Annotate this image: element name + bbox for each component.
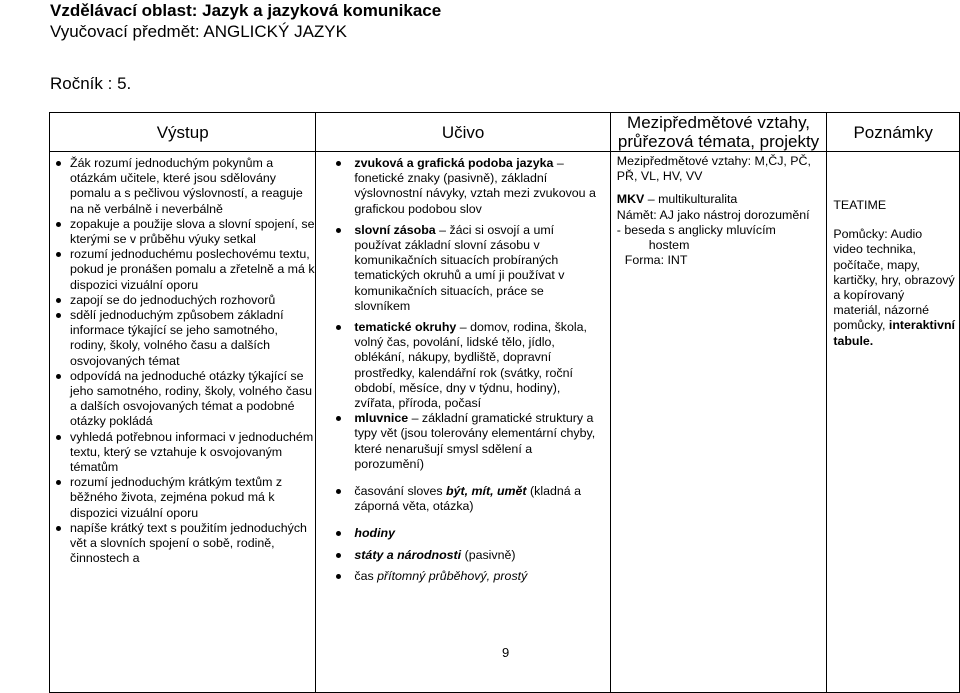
- activity-line-cont: hostem: [648, 238, 690, 253]
- topic-states: státy a národnosti: [354, 547, 462, 562]
- topic-themes-text: – domov, rodina, škola, volný čas, povolání, lidské tělo, jídlo, oblékání, nákupy, bydliště, dopravní prostředky, kalendářní rok (svátky, roční období, měsíce, dny v týdnu, hodiny), zvířata, příroda, počasí: [354, 320, 587, 411]
- topic-verbs: časování sloves: [354, 484, 447, 499]
- vystup-cell: [50, 152, 316, 693]
- mkv-label: MKV: [616, 192, 645, 207]
- topic-vocabulary: slovní zásoba: [354, 222, 436, 237]
- aids-list: Pomůcky: Audio video technika, počítače, mapy, kartičky, hry, obrazový a kopírovaný materiál, názorné pomůcky,: [833, 227, 955, 333]
- list-item: sdělí jednoduchým způsobem základní informace týkající se jeho samotného, rodiny, školy, volného času a dalších osvojovaných témat: [50, 308, 315, 369]
- list-item: [316, 156, 609, 217]
- list-item: [316, 320, 609, 411]
- list-item: zapojí se do jednoduchých rozhovorů: [50, 293, 315, 308]
- poznamky-cell: [827, 152, 960, 693]
- cross-curricular-relations: Mezipředmětové vztahy: M,ČJ, PČ, PŘ, VL, HV, VV: [616, 154, 811, 184]
- header-poznamky: Poznámky: [827, 113, 960, 152]
- table-header-row: [50, 113, 960, 152]
- mkv-line: [617, 192, 821, 207]
- teatime-label: TEATIME: [833, 198, 887, 212]
- aids-text: [833, 227, 955, 349]
- curriculum-list: [316, 152, 609, 584]
- topic-verbs-emph: být, mít, umět: [446, 484, 527, 499]
- topic-tense-emph: přítomný průběhový, prostý: [377, 568, 528, 583]
- list-item: rozumí jednoduchým krátkým textům z běžného života, zejména pokud má k dispozici vizuální oporu: [50, 475, 315, 521]
- notes-block: [827, 152, 959, 349]
- topic-grammar-text: – základní gramatické struktury a typy vět (jsou tolerovány elementární chyby, které nenarušují smysl sdělení a porozumění): [354, 411, 596, 471]
- list-item: [316, 484, 609, 514]
- topic-themes: tematické okruhy: [354, 320, 457, 335]
- page-number: 9: [502, 645, 510, 660]
- list-item: odpovídá na jednoduché otázky týkající se jeho samotného, rodiny, školy, volného času a dalších osvojovaných témat a podobné otázky pokládá: [50, 369, 315, 430]
- activity-line: - beseda s anglicky mluvícím: [616, 222, 776, 237]
- form-line: Forma: INT: [624, 253, 688, 268]
- education-area-title: Vzdělávací oblast: Jazyk a jazyková komunikace: [50, 1, 442, 20]
- topic-vocabulary-text: – žáci si osvojí a umí používat základní slovní zásobu v komunikačních situacích probíraných tematických okruhů a umí ji používat v komunikačních situacích, práce se slovníkem: [354, 222, 565, 313]
- outcome-list: [50, 152, 315, 566]
- cross-curricular-block: [611, 152, 827, 268]
- list-item: vyhledá potřebnou informaci v jednoduchém textu, který se vztahuje k osvojovaným tématům: [50, 430, 315, 476]
- header-mezipredmetove: [610, 113, 827, 152]
- mezipredmetove-cell: [610, 152, 827, 693]
- list-item: Žák rozumí jednoduchým pokynům a otázkám učitele, které jsou sdělovány pomalu a s pečlivou výslovností, a reaguje na ně verbálně i neverbálně: [50, 156, 315, 217]
- curriculum-table: [49, 112, 960, 693]
- list-item: [316, 526, 609, 541]
- list-item: napíše krátký text s použitím jednoduchých vět a slovních spojení o sobě, rodině, činnostech a: [50, 521, 315, 567]
- list-item: [316, 548, 609, 563]
- ucivo-cell: [316, 152, 610, 693]
- topic-hours: hodiny: [354, 526, 396, 541]
- header-ucivo: Učivo: [316, 113, 610, 152]
- list-item: [316, 223, 609, 314]
- aids-bold: interaktivní tabule.: [833, 318, 955, 348]
- topic-line: Námět: AJ jako nástroj dorozumění: [616, 207, 810, 222]
- topic-verbs-rest: (kladná a záporná věta, otázka): [354, 484, 581, 514]
- list-item: [316, 411, 609, 472]
- document-header: [50, 0, 441, 42]
- mkv-text: – multikulturalita: [644, 192, 738, 207]
- header-vystup: Výstup: [50, 113, 316, 152]
- topic-phonetics-text: – fonetické znaky (pasivně), základní výslovnostní návyky, vztah mezi zvukovou a grafickou podobou slov: [354, 156, 596, 216]
- header-mezi-line2: průřezová témata, projekty: [617, 132, 820, 151]
- topic-phonetics: zvuková a grafická podoba jazyka: [354, 156, 554, 170]
- topic-tense: čas: [354, 568, 378, 583]
- table-row: [50, 152, 960, 693]
- subject-title: Vyučovací předmět: ANGLICKÝ JAZYK: [50, 22, 347, 41]
- list-item: rozumí jednoduchému poslechovému textu, pokud je pronášen pomalu a zřetelně a má k dispozici vizuální oporu: [50, 247, 315, 293]
- grade-label: Ročník : 5.: [50, 74, 132, 93]
- header-mezi-line1: Mezipředmětové vztahy,: [627, 113, 811, 132]
- list-item: [316, 569, 609, 584]
- topic-states-rest: (pasivně): [461, 547, 516, 562]
- topic-grammar: mluvnice: [354, 411, 409, 426]
- list-item: zopakuje a použije slova a slovní spojení, se kterými se v průběhu výuky setkal: [50, 217, 315, 247]
